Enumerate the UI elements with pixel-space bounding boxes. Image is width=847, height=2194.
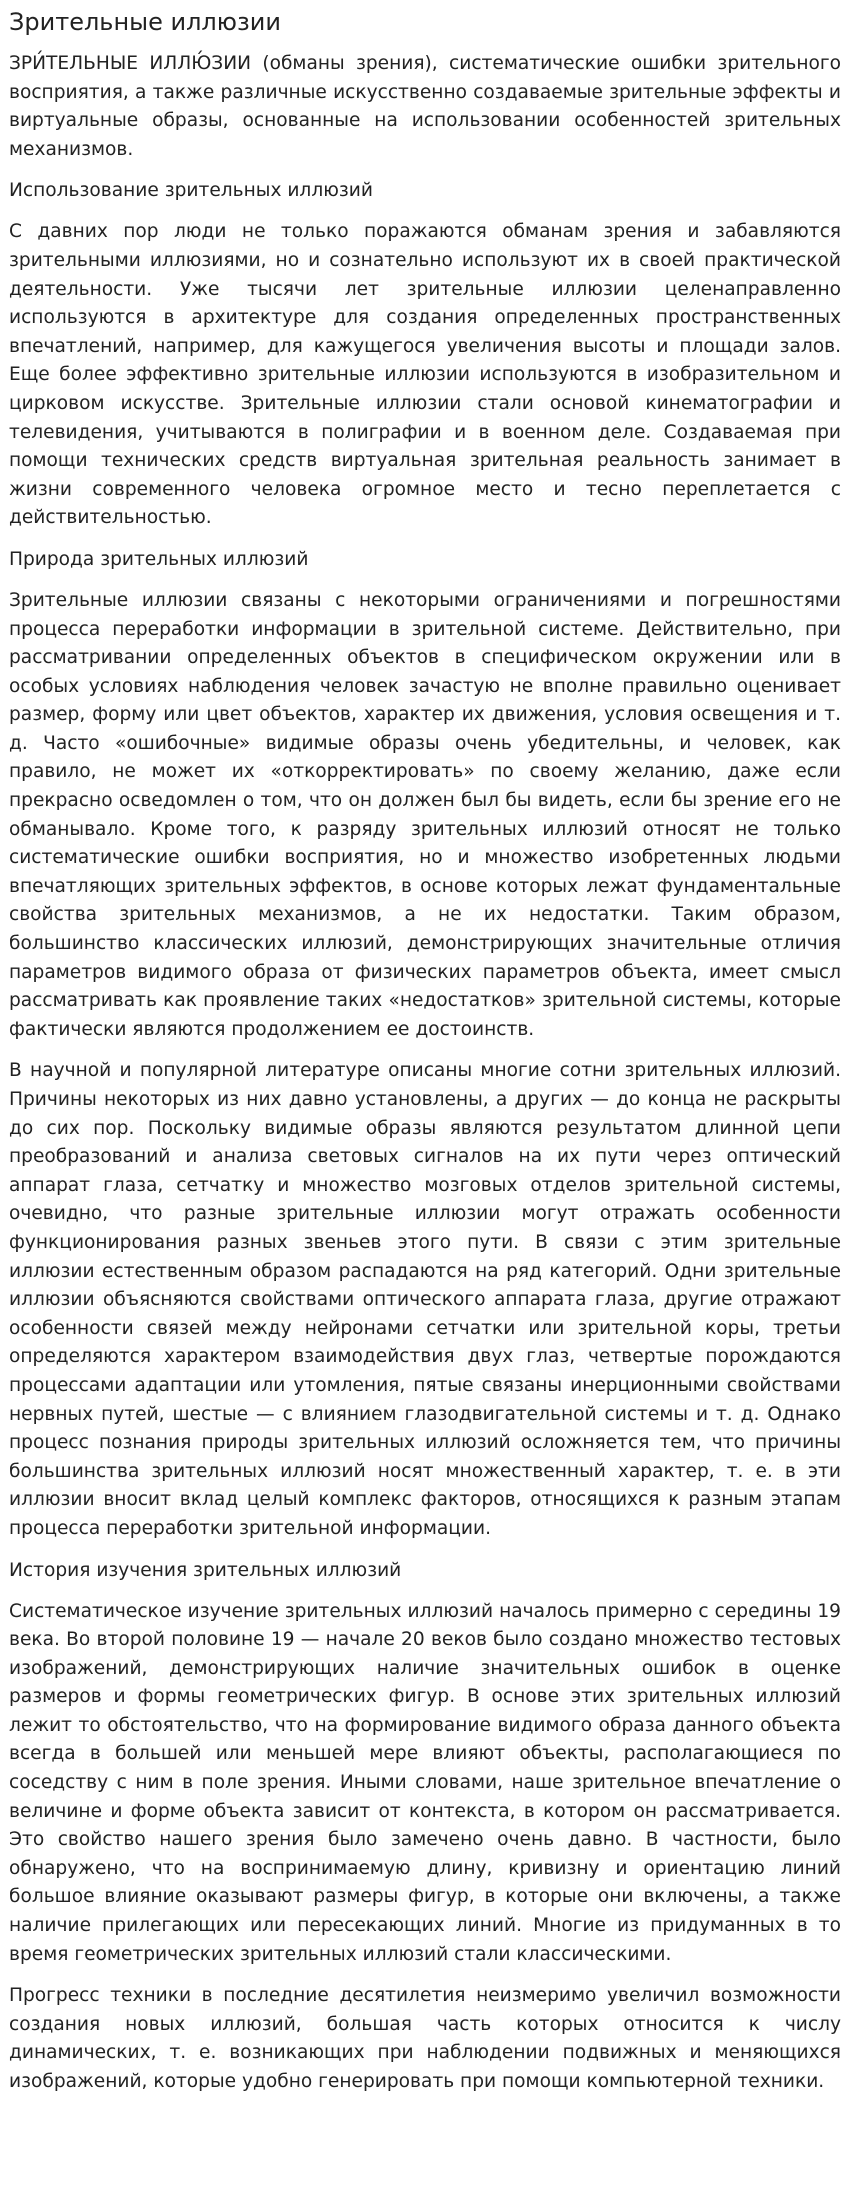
section-heading-nature: Природа зрительных иллюзий (9, 548, 309, 570)
section-nature (9, 546, 841, 1544)
section-heading-history: История изучения зрительных иллюзий (9, 1559, 402, 1581)
section-heading-usage: Использование зрительных иллюзий (9, 180, 373, 202)
section-history (9, 1557, 841, 2097)
section-history-paragraph-2: Прогресс техники в последние десятилетия неизмеримо увеличил возможности создания новых иллюзий, большая часть которых относится к числу динамических, т. е. возникающих при наблюдении подвижных и меняющихся изображений, которые удобно генерировать при помощи компьютерной техники. (9, 1985, 841, 2092)
section-usage (9, 177, 841, 533)
section-history-paragraph-1: Систематическое изучение зрительных иллюзий началось примерно с середины 19 века. Во второй половине 19 — начале 20 веков было создано множество тестовых изображений, демонстрирующих наличие значительных ошибок в оценке размеров и формы геометрических фигур. В основе этих зрительных иллюзий лежит то обстоятельство, что на формирование видимого образа данного объекта всегда в большей или меньшей мере влияют объекты, располагающиеся по соседству с ним в поле зрения. Иными словами, наше зрительное впечатление о величине и форме объекта зависит от контекста, в котором он рассматривается. Это свойство нашего зрения было замечено очень давно. В частности, было обнаружено, что на воспринимаемую длину, кривизну и ориентацию линий большое влияние оказывают размеры фигур, в которые они включены, а также наличие прилегающих или пересекающих линий. Многие из придуманных в то время геометрических зрительных иллюзий стали классическими. (9, 1600, 841, 1965)
section-nature-paragraph-1: Зрительные иллюзии связаны с некоторыми ограничениями и погрешностями процесса переработки информации в зрительной системе. Действительно, при рассматривании определенных объектов в специфическом окружении или в особых условиях наблюдения человек зачастую не вполне правильно оценивает размер, форму или цвет объектов, характер их движения, условия освещения и т. д. Часто «ошибочные» видимые образы очень убедительны, и человек, как правило, не может их «откорректировать» по своему желанию, даже если прекрасно осведомлен о том, что он должен был бы видеть, если бы зрение его не обманывало. Кроме того, к разряду зрительных иллюзий относят не только систематические ошибки восприятия, но и множество изобретенных людьми впечатляющих зрительных эффектов, в основе которых лежат фундаментальные свойства зрительных механизмов, а не их недостатки. Таким образом, большинство классических иллюзий, демонстрирующих значительные отличия параметров видимого образа от физических параметров объекта, имеет смысл рассматривать как проявление таких «недостатков» зрительной системы, которые фактически являются продолжением ее достоинств. (9, 589, 841, 1040)
article-title: Зрительные иллюзии (9, 8, 281, 36)
section-nature-paragraph-2: В научной и популярной литературе описаны многие сотни зрительных иллюзий. Причины некоторых из них давно установлены, а других — до конца не раскрыты до сих пор. Поскольку видимые образы являются результатом длинной цепи преобразований и анализа световых сигналов на их пути через оптический аппарат глаза, сетчатку и множество мозговых отделов зрительной системы, очевидно, что разные зрительные иллюзии могут отражать особенности функционирования разных звеньев этого пути. В связи с этим зрительные иллюзии естественным образом распадаются на ряд категорий. Одни зрительные иллюзии объясняются свойствами оптического аппарата глаза, другие отражают особенности связей между нейронами сетчатки или зрительной коры, третьи определяются характером взаимодействия двух глаз, четвертые порождаются процессами адаптации или утомления, пятые связаны инерционными свойствами нервных путей, шестые — с влиянием глазодвигательной системы и т. д. Однако процесс познания природы зрительных иллюзий осложняется тем, что причины большинства зрительных иллюзий носят множественный характер, т. е. в эти иллюзии вносит вклад целый комплекс факторов, относящихся к разным этапам процесса переработки зрительной информации. (9, 1060, 841, 1539)
intro-paragraph: ЗРИ́ТЕЛЬНЫЕ ИЛЛЮ́ЗИИ (обманы зрения), систематические ошибки зрительного восприятия, а также различные искусственно создаваемые зрительные эффекты и виртуальные образы, основанные на использовании особенностей зрительных механизмов. (9, 53, 841, 160)
section-usage-paragraph-1: С давних пор люди не только поражаются обманам зрения и забавляются зрительными иллюзиями, но и сознательно используют их в своей практической деятельности. Уже тысячи лет зрительные иллюзии целенаправленно используются в архитектуре для создания определенных пространственных впечатлений, например, для кажущегося увеличения высоты и площади залов. Еще более эффективно зрительные иллюзии используются в изобразительном и цирковом искусстве. Зрительные иллюзии стали основой кинематографии и телевидения, учитываются в полиграфии и в военном деле. Создаваемая при помощи технических средств виртуальная зрительная реальность занимает в жизни современного человека огромное место и тесно переплетается с действительностью. (9, 221, 841, 529)
